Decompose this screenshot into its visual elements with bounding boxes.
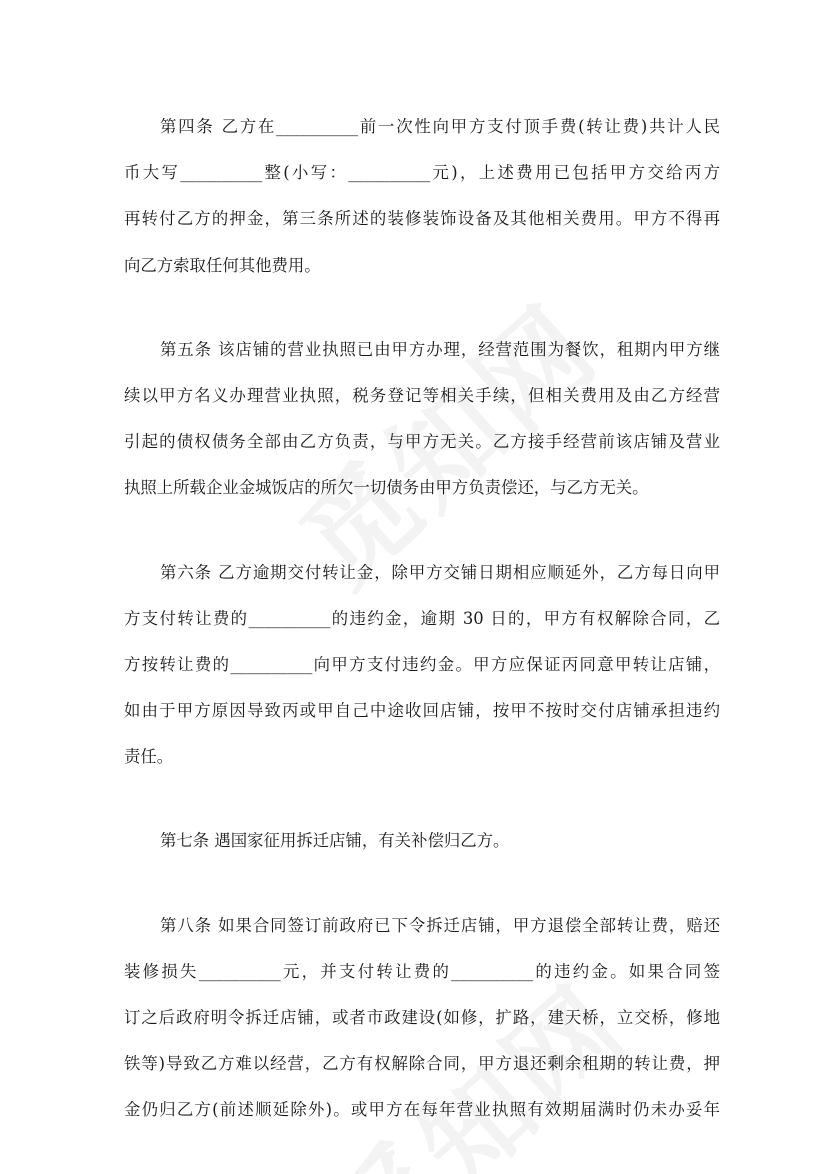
article-7-paragraph [124, 818, 720, 864]
text-line: 方按转让费的__________向甲方支付违约金。甲方应保证丙同意甲转让店铺， [124, 654, 720, 674]
text-line: 执照上所载企业金城饭店的所欠一切债务由甲方负责偿还，与乙方无关。 [124, 478, 649, 498]
article-4-paragraph [124, 104, 720, 289]
text-line: 第八条 如果合同签订前政府已下令拆迁店铺，甲方退偿全部转让费，赔还 [160, 915, 720, 935]
text-line: 第六条 乙方逾期交付转让金，除甲方交铺日期相应顺延外，乙方每日向甲 [160, 562, 720, 582]
article-8-paragraph [124, 903, 720, 1134]
text-line: 第五条 该店铺的营业执照已由甲方办理，经营范围为餐饮，租期内甲方继 [160, 339, 720, 359]
text-line: 订之后政府明令拆迁店铺，或者市政建设(如修，扩路，建天桥，立交桥，修地 [124, 1008, 720, 1027]
article-6-paragraph [124, 550, 720, 781]
text-line: 币大写__________整(小写：__________元)，上述费用已包括甲方交给丙方 [124, 163, 720, 183]
text-line: 续以甲方名义办理营业执照，税务登记等相关手续，但相关费用及由乙方经营 [124, 385, 720, 405]
text-line: 责任。 [124, 747, 174, 767]
text-line: 如由于甲方原因导致丙或甲自己中途收回店铺，按甲不按时交付店铺承担违约 [124, 701, 720, 721]
text-line: 方支付转让费的__________的违约金，逾期 30 日的，甲方有权解除合同，乙 [124, 608, 720, 628]
text-line: 金仍归乙方(前述顺延除外)。或甲方在每年营业执照有效期届满时仍未办妥年 [124, 1100, 720, 1120]
article-5-paragraph [124, 327, 720, 512]
text-line: 铁等)导致乙方难以经营，乙方有权解除合同，甲方退还剩余租期的转让费，押 [124, 1054, 720, 1074]
text-line: 再转付乙方的押金，第三条所述的装修装饰设备及其他相关费用。甲方不得再 [124, 209, 720, 229]
text-line: 第七条 遇国家征用拆迁店铺，有关补偿归乙方。 [160, 831, 510, 851]
text-line: 第四条 乙方在__________前一次性向甲方支付顶手费(转让费)共计人民 [160, 117, 720, 136]
text-line: 引起的债权债务全部由乙方负责，与甲方无关。乙方接手经营前该店铺及营业 [124, 432, 720, 452]
text-line: 向乙方索取任何其他费用。 [124, 255, 321, 275]
document-body [124, 104, 720, 1172]
text-line: 装修损失__________元，并支付转让费的__________的违约金。如果合同签 [124, 961, 720, 981]
